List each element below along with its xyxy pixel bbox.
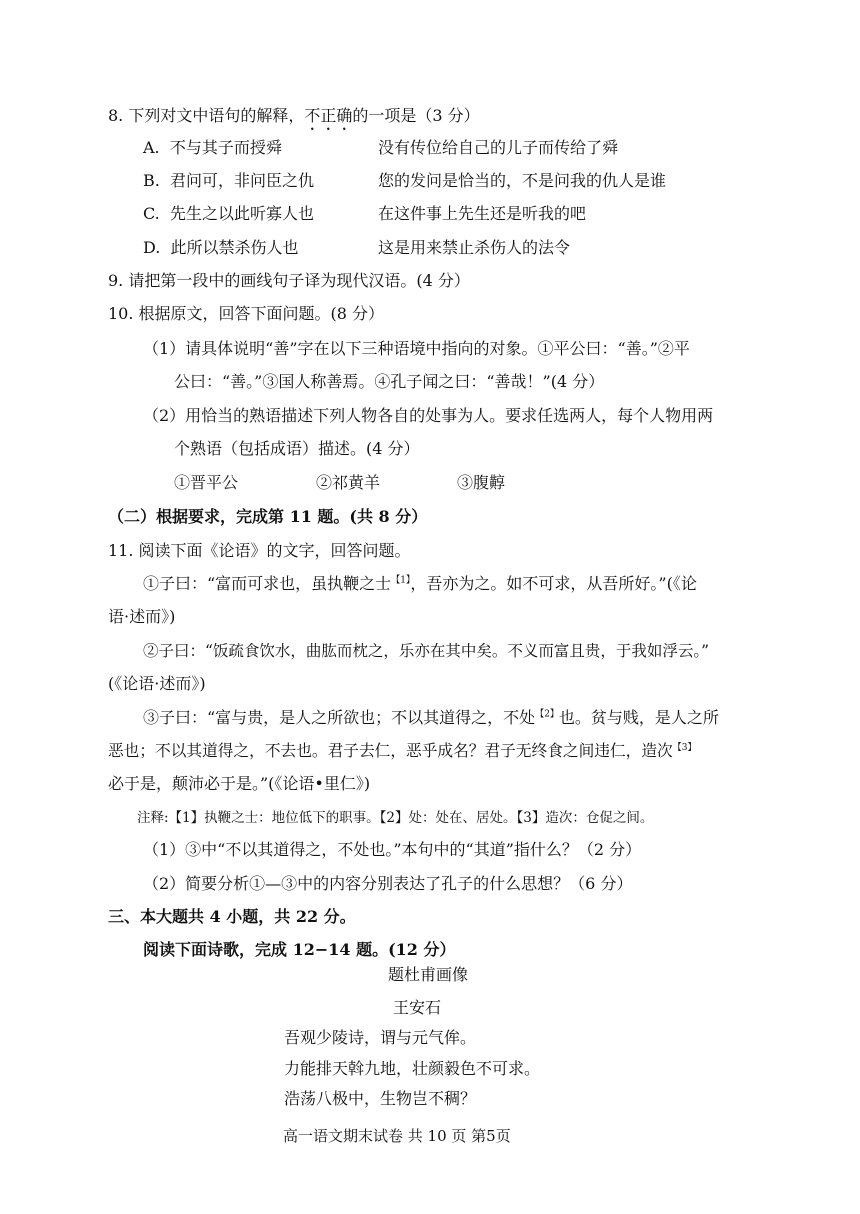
poem-title: 题杜甫画像: [388, 965, 469, 984]
q8-option-d-explanation: 这是用来禁止杀伤人的法令: [378, 238, 571, 257]
q10-sub2-line2: 个熟语（包括成语）描述。(4 分）: [174, 439, 420, 458]
q11-passage-1-line2: 语·述而》): [108, 607, 176, 626]
q11-notes: 注释:【1】执鞭之士：地位低下的职事。【2】处：处在、居处。【3】造次：仓促之间。: [137, 810, 654, 826]
emphasis-text: 不正确: [304, 106, 353, 125]
q10-person-1: ①晋平公: [174, 473, 239, 492]
q11-sub1: （1）③中“不以其道得之，不处也。”本句中的“其道”指什么？（2 分）: [143, 840, 642, 859]
q8-option-d: D. 此所以禁杀伤人也: [143, 238, 299, 257]
page-footer: 高一语文期末试卷 共 10 页 第5页: [283, 1127, 511, 1145]
q8-stem: 8. 下列对文中语句的解释，不正确的一项是（3 分）: [108, 106, 480, 125]
q11-passage-2-line1: ②子曰：“饭疏食饮水，曲肱而枕之，乐亦在其中矣。不义而富且贵，于我如浮云。”: [143, 642, 710, 660]
q10-sub2-line1: （2）用恰当的熟语描述下列人物各自的处事为人。要求任选两人，每个人物用两: [143, 406, 714, 425]
poem-line-3: 浩荡八极中，生物岂不稠？: [284, 1089, 477, 1108]
poem-line-1: 吾观少陵诗，谓与元气侔。: [284, 1028, 477, 1047]
q10-sub1-line1: （1）请具体说明“善”字在以下三种语境中指向的对象。①平公曰：“善。”②平: [143, 339, 690, 358]
q8-option-b: B. 君问可，非问臣之仇: [143, 171, 315, 190]
section-3-title: 三、本大题共 4 小题，共 22 分。: [108, 907, 356, 926]
q8-option-a: A. 不与其子而授舜: [143, 138, 282, 157]
q8-option-a-explanation: 没有传位给自己的儿子而传给了舜: [378, 138, 619, 157]
q10-person-2: ②祁黄羊: [316, 473, 381, 492]
poem-line-2: 力能排天斡九地，壮颜毅色不可求。: [284, 1059, 541, 1078]
poem-instruction: 阅读下面诗歌，完成 12−14 题。(12 分）: [143, 940, 456, 959]
q11-sub2: （2）简要分析①—③中的内容分别表达了孔子的什么思想？（6 分）: [143, 874, 633, 893]
q8-option-c: C. 先生之以此听寡人也: [143, 204, 314, 223]
q8-option-b-explanation: 您的发问是恰当的，不是问我的仇人是谁: [378, 171, 667, 190]
q8-option-c-explanation: 在这件事上先生还是听我的吧: [378, 204, 587, 223]
q10-sub1-line2: 公曰：“善。”③国人称善焉。④孔子闻之曰：“善哉！”(4 分）: [174, 372, 605, 391]
poem-author: 王安石: [393, 998, 442, 1017]
footnote-mark: 【2】: [535, 709, 559, 720]
q10-stem: 10. 根据原文，回答下面问题。(8 分）: [108, 304, 385, 323]
q11-passage-3-line2: 恶也；不以其道得之，不去也。君子去仁，恶乎成名？君子无终食之间违仁，造次$^{【3】}$: [108, 741, 697, 760]
footnote-mark: 【3】: [672, 742, 697, 753]
q11-passage-3-line3: 必于是，颠沛必于是。”(《论语•里仁》): [108, 774, 371, 793]
q11-passage-1-line1: ①子曰：“富而可求也，虽执鞭之士$^{【1】}$，吾亦为之。如不可求，从吾所好。”(《论: [143, 574, 697, 593]
q11-passage-2-line2: (《论语·述而》): [108, 674, 206, 693]
q10-person-3: ③腹䵍: [457, 473, 506, 492]
footnote-mark: 【1】: [391, 575, 411, 586]
q11-stem: 11. 阅读下面《论语》的文字，回答问题。: [108, 541, 411, 560]
q9-stem: 9. 请把第一段中的画线句子译为现代汉语。(4 分）: [108, 271, 470, 290]
section-2-title: （二）根据要求，完成第 11 题。(共 8 分）: [108, 507, 428, 526]
q11-passage-3-line1: ③子曰：“富与贵，是人之所欲也；不以其道得之，不处$^{【2】}$也。贫与贱，是人之所: [143, 708, 719, 727]
